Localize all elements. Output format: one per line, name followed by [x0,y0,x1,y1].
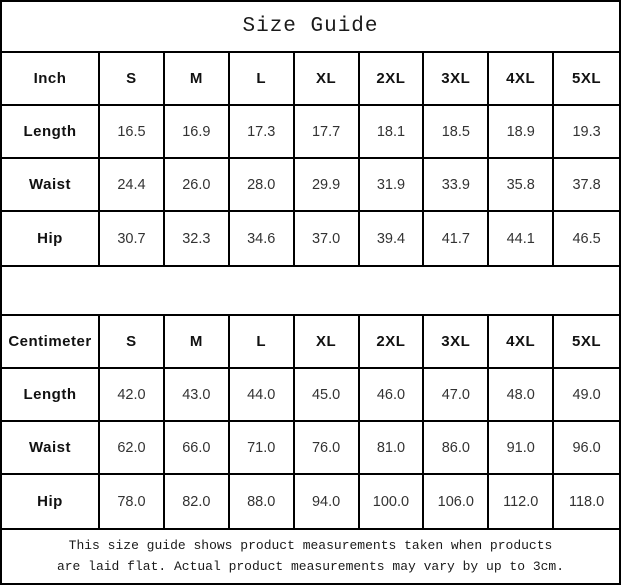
table-row-length [2,369,619,422]
centimeter-header-row [2,316,619,369]
table-row-waist [2,159,619,212]
table-row-hip [2,212,619,265]
value-cell: 30.7 [100,212,165,265]
value-cell: 71.0 [230,422,295,473]
value-cell: 47.0 [424,369,489,420]
value-cell: 18.9 [489,106,554,157]
table-gap [2,267,619,316]
value-cell: 37.8 [572,176,601,193]
value-cell: 96.0 [572,439,601,456]
footer-note-line2: are laid flat. Actual product measurements may vary by up to 3cm. [56,558,565,574]
value-cell: 33.9 [424,159,489,210]
value-cell: 66.0 [165,422,230,473]
value-cell: 88.0 [230,475,295,528]
value-cell: 32.3 [165,212,230,265]
value-cell: 44.0 [230,369,295,420]
size-header-cell: 5XL [572,70,602,87]
value-cell: 35.8 [489,159,554,210]
size-header-cell: 3XL [424,316,489,367]
value-cell: 45.0 [295,369,360,420]
value-cell: 62.0 [100,422,165,473]
value-cell: 17.3 [230,106,295,157]
size-header-cell: 3XL [424,53,489,104]
value-cell: 49.0 [572,386,601,403]
value-cell: 18.5 [424,106,489,157]
value-cell: 100.0 [360,475,425,528]
value-cell: 16.5 [100,106,165,157]
size-header-cell: M [165,316,230,367]
value-cell: 86.0 [424,422,489,473]
value-cell: 106.0 [424,475,489,528]
value-cell: 78.0 [100,475,165,528]
size-header-cell: 2XL [360,53,425,104]
value-cell: 37.0 [295,212,360,265]
table-row-hip [2,475,619,528]
size-header-cell: 4XL [489,316,554,367]
row-label-cell: Length [2,369,100,420]
value-cell: 29.9 [295,159,360,210]
value-cell: 34.6 [230,212,295,265]
table-row-length [2,106,619,159]
table-row-waist [2,422,619,475]
value-cell: 94.0 [295,475,360,528]
row-label-cell: Waist [2,159,100,210]
row-label-cell: Hip [2,212,100,265]
size-header-cell: M [165,53,230,104]
value-cell: 19.3 [572,123,601,140]
inch-size-table [2,53,619,267]
unit-header-cell: Inch [2,53,100,104]
value-cell: 43.0 [165,369,230,420]
size-header-cell: 4XL [489,53,554,104]
value-cell: 39.4 [360,212,425,265]
size-header-cell: L [230,53,295,104]
value-cell: 81.0 [360,422,425,473]
size-header-cell: 2XL [360,316,425,367]
value-cell: 44.1 [489,212,554,265]
footer-note [2,530,619,583]
size-header-cell: S [100,53,165,104]
row-label-cell: Waist [2,422,100,473]
row-label-cell: Hip [2,475,100,528]
size-header-cell: 5XL [572,333,602,350]
value-cell: 18.1 [360,106,425,157]
value-cell: 41.7 [424,212,489,265]
value-cell: 17.7 [295,106,360,157]
value-cell: 46.5 [572,230,601,247]
value-cell: 82.0 [165,475,230,528]
value-cell: 42.0 [100,369,165,420]
size-header-cell: L [230,316,295,367]
value-cell: 16.9 [165,106,230,157]
value-cell: 24.4 [100,159,165,210]
unit-header-cell: Centimeter [2,316,100,367]
row-label-cell: Length [2,106,100,157]
value-cell: 76.0 [295,422,360,473]
value-cell: 26.0 [165,159,230,210]
size-header-cell: S [100,316,165,367]
value-cell: 48.0 [489,369,554,420]
centimeter-size-table [2,316,619,530]
inch-header-row [2,53,619,106]
value-cell: 46.0 [360,369,425,420]
value-cell: 28.0 [230,159,295,210]
value-cell: 31.9 [360,159,425,210]
size-header-cell: XL [295,53,360,104]
value-cell: 91.0 [489,422,554,473]
value-cell: 112.0 [489,475,554,528]
page-title: Size Guide [2,2,619,53]
footer-note-line1: This size guide shows product measurements taken when products [68,537,553,553]
value-cell: 118.0 [568,493,605,510]
size-header-cell: XL [295,316,360,367]
